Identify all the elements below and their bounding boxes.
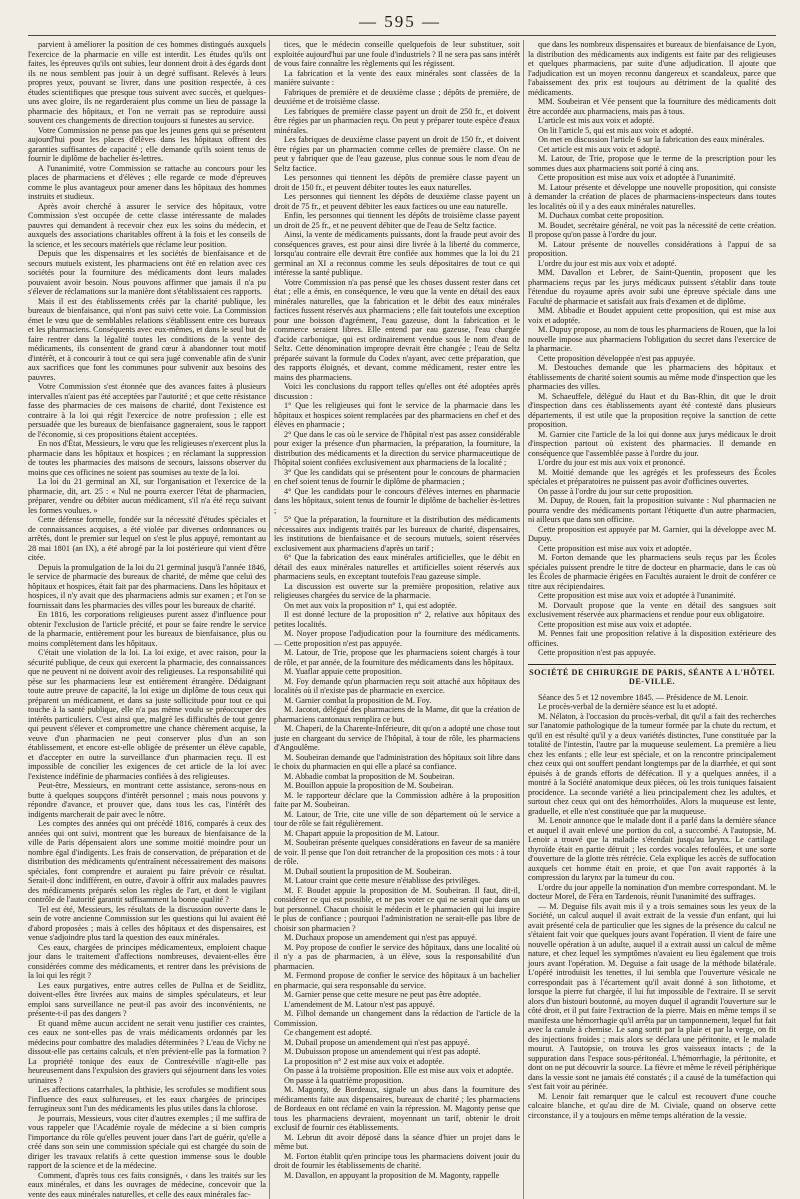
section-title: SOCIÉTÉ DE CHIRURGIE DE PARIS, SÉANTE A L'HÔTEL DE-VILLE. <box>528 668 776 687</box>
paragraph: La discussion est ouverte sur la première proposition, relative aux religieuses chargées du service de la pharmacie. <box>274 582 520 601</box>
paragraph: M. Davallon, en appuyant la proposition de M. Magonty, rappelle <box>274 1171 520 1181</box>
paragraph: MM. Soubeiran et Vée pensent que la fourniture des médicaments doit être accordée aux pharmaciens, mais pas à tous. <box>528 97 776 116</box>
paragraph: M. Duchaux propose un amendement qui n'est pas appuyé. <box>274 933 520 943</box>
paragraph: L'article est mis aux voix et adopté. <box>528 116 776 126</box>
paragraph: On passe à la quatrième proposition. <box>274 1076 520 1086</box>
paragraph: — M. Deguise fils avait mis il y a trois semaines sous les yeux de la Société, un calcul auquel il avait extrait de la vessie d'un enfant, qui lui avait présenté cela de particulier que les signes de la présence du calcul ne s'étaient fait voir que quelques jours avant l'opération. Il vient de faire une nouvelle opération à un adulte, auquel il a extrait aussi un calcul de même nature, et chez lequel les symptômes n'avaient eu lieu également que trois jours avant l'opération. M. Deguise a fait usage de la méthode bilatérale. L'opéré introduisit les tenettes, il lui sembla que l'ouverture vésicale ne correspondait pas à l'écartement qu'il avait donné à son lithotome, et lorsque la pierre fut chargée, il lui fut impossible de l'extraire. Il se servit alors d'un bistouri boutonné, au moyen duquel il agrandit l'ouverture sur le côté droit, et il put faire l'extraction de la pierre. Mais en même temps il se manifesta une hémorrhagie qu'il arrêta par un tamponnement, lequel fut fait avec la canule à chemise. Le sang sortit par la plaie et par la verge, on fit des injections froides ; mais alors se déclara une péritonite, et le malade mourut. A l'autopsie, on trouva les gros vaisseaux intacts ; de la suppuration dans l'espace sous-péritonéal. L'hémorrhagie, la péritonite, et dont on ne put découvrir la source. La fièvre et même le réveil périphérique dans la vessie sont ne jamais été constatés ; il a causé de la tuméfaction qui s'est fait voir au périnée. <box>528 902 776 1092</box>
paragraph: Je pourrais, Messieurs, vous citer d'autres exemples ; il me suffira de vous rappeler que l'Académie royale de médecine a si bien compris l'importance du rôle qu'elles peuvent jouer dans l'art de guérir, qu'elle a créé dans son sein une commission spéciale qui est chargée du soin de diriger les travaux relatifs à cette question immense sous le double rapport de la science et de la médecine. <box>28 1114 266 1171</box>
paragraph: M. Filhol demande un changement dans la rédaction de l'article de la Commission. <box>274 1009 520 1028</box>
paragraph: L'ordre du jour est mis aux voix et prononcé. <box>528 458 776 468</box>
paragraph: 1° Que les religieuses qui font le service de la pharmacie dans les hôpitaux et hospices soient remplacées par des pharmaciens en chef et des élèves en pharmacie ; <box>274 401 520 430</box>
paragraph: M. Latour, de Trie, propose que les pharmaciens soient chargés à tour de rôle, et par année, de la fourniture des médicaments dans les hôpitaux. <box>274 648 520 667</box>
paragraph: M. Moitié demande que les agrégés et les professeurs des Écoles spéciales et préparatoires ne puissent pas avoir d'officines ouvertes. <box>528 468 776 487</box>
paragraph: que dans les nombreux dispensaires et bureaux de bienfaisance de Lyon, la distribution des médicaments aux indigents est faite par des religieuses et quelques pharmaciens, par suite d'une adjudication. Il ajoute que l'adjudication est un moyen reconnu dangereux et scandaleux, parce que l'abaissement des prix est toujours au détriment de la qualité des médicaments. <box>528 40 776 97</box>
paragraph: Enfin, les personnes qui tiennent les dépôts de troisième classe payent un droit de 25 fr., et ne peuvent débiter que de l'eau de Seltz factice. <box>274 211 520 230</box>
paragraph: M. Lenoir fait remarquer que le calcul est recouvert d'une couche calcaire blanche, et qu'au dire de M. Civiale, quand on observe cette circonstance, il y a toujours en même temps altération de la vessie. <box>528 1092 776 1121</box>
column-1 <box>28 40 266 1199</box>
paragraph: Votre Commission n'a pas pensé que les choses dussent rester dans cet état ; elle a émis, en conséquence, le vœu que la vente en détail des eaux minérales naturelles, que la fabrication et le débit des eaux minérales factices fussent réservés aux pharmaciens ; elle fait toutefois une exception pour une boisson d'agrément, l'eau gazeuse, dont la fabrication et le commerce seraient libres. Elle entend par eau gazeuse, l'eau chargée d'acide carbonique, qui est ordinairement vendue sous le nom d'eau de Seltz. Cette dénomination impropre devrait être changée ; l'eau de Seltz préparée suivant la formule du Codex n'ayant, avec cette préparation, que des rapports éloignés, et devant, comme médicament, rester entre les mains des pharmaciens. <box>274 278 520 383</box>
paragraph: M. Latour présente et développe une nouvelle proposition, qui consiste à demander la création de places de pharmaciens-inspecteurs dans toutes les localités où il y a des eaux minérales naturelles. <box>528 183 776 212</box>
paragraph: M. Magonty, de Bordeaux, signale un abus dans la fourniture des médicaments faite aux dispensaires, bureaux de charité ; les pharmaciens de Bordeaux en ont réclamé en vain la répression. M. Magonty pense que tous les pharmaciens devraient, moyennant un tarif, obtenir le droit exclusif de fournir ces établissements. <box>274 1085 520 1133</box>
paragraph: On passe à la troisième proposition. Elle est mise aux voix et adoptée. <box>274 1066 520 1076</box>
paragraph: Il est donné lecture de la proposition n° 2, relative aux hôpitaux des petites localités. <box>274 610 520 629</box>
paragraph: tices, que le médecin conseille quelquefois de leur substituer, soit exploitée aujourd'hui par une foule d'industriels ? Il ne sera pas sans intérêt de vous faire connaître les règlements qui les régissent. <box>274 40 520 69</box>
paragraph: M. Forton demande que les pharmaciens seuls reçus par les Écoles spéciales puissent prendre le titre de docteur en pharmacie, dans le cas où les Écoles de pharmacie érigées en Facultés auraient le droit de conférer ce titre aux récipiendaires. <box>528 553 776 591</box>
paragraph: M. Yuaflar appuie cette proposition. <box>274 667 520 677</box>
paragraph: La loi du 21 germinal an XI, sur l'organisation et l'exercice de la pharmacie, dit, art. 25 : « Nul ne pourra exercer l'état de pharmacien, préparer, vendre ou débiter aucun médicament, s'il n'a été reçu suivant les formes voulues. » <box>28 477 266 515</box>
paragraph: Voici les conclusions du rapport telles qu'elles ont été adoptées après discussion : <box>274 382 520 401</box>
paragraph: parvient à améliorer la position de ces hommes distingués auxquels l'exercice de la pharmacie en ville est interdit. Les études qu'ils ont faites, les épreuves qu'ils ont subies, leur donnent droit à des égards dont ils ne nous semblent pas jouir à un degré suffisant. Relevés à leurs propres yeux, pouvant se livrer, dans une position respectée, à ces études scientifiques que presque tous suivent avec succès, et quelques-uns avec gloire, ils ne regarderaient plus comme un lieu de passage la pharmacie des hôpitaux, et l'on ne verrait pas se reproduire aussi souvent ces changements de direction toujours si funestes au service. <box>28 40 266 126</box>
paragraph: MM. Davallon et Lebrer, de Saint-Quentin, proposent que les pharmaciens reçus par les jurys médicaux puissent s'établir dans toute l'étendue du royaume après avoir subi une épreuve spéciale dans une Faculté de pharmacie et satisfait aux frais d'examen et de diplôme. <box>528 268 776 306</box>
paragraph: 3° Que les candidats qui se présentent pour le concours de pharmacien en chef soient tenus de fournir le diplôme de pharmacien ; <box>274 468 520 487</box>
paragraph: Ce changement est adopté. <box>274 1028 520 1038</box>
paragraph: M. Latour présente de nouvelles considérations à l'appui de sa proposition. <box>528 240 776 259</box>
paragraph: Depuis la promulgation de la loi du 21 germinal jusqu'à l'année 1846, le service de pharmacie des bureaux de charité, de même que celui des hôpitaux et hospices, était fait par des pharmaciens. Dans les hôpitaux et hospices, il n'y avait que des pharmaciens admis sur examen ; et l'on se fournissait dans les pharmacies des villes pour les bureaux de charité. <box>28 563 266 611</box>
paragraph: Ces eaux, chargées de principes médicamenteux, emploient chaque jour dans le traitement d'affections nombreuses, devaient-elles être considérées comme des médicaments, et rentrer dans les prévisions de la loi qui les régit ? <box>28 943 266 981</box>
paragraph: C'était une violation de la loi. La loi exige, et avec raison, pour la sécurité publique, de ceux qui exercent la pharmacie, des connaissances que ne peuvent ni ne doivent avoir des religieuses. La responsabilité qui pèse sur les pharmaciens leur est entièrement étrangère. Dédaignant toute autre preuve de capacité, la loi exige un diplôme de tous ceux qui préparent un médicament, et dans sa juste sollicitude pour tout ce qui touche à la santé publique, elle n'a pas même voulu se préoccuper des intérêts particuliers. C'est ainsi que, malgré les difficultés de tout genre qui peuvent s'élever et compromettre une chance chèrement acquise, la veuve d'un pharmacien ne peut conserver plus d'un an son établissement, et encore est-elle obligée de présenter un élève capable, et d'accepter en outre la surveillance d'un pharmacien reçu. Il est impossible de concilier les exigences de cet article de la loi avec l'existence indéfinie de pharmacies confiées à des religieuses. <box>28 648 266 781</box>
text-columns <box>28 40 776 1162</box>
paragraph: La fabrication et la vente des eaux minérales sont classées de la manière suivante : <box>274 69 520 88</box>
paragraph: M. Pennes fait une proposition relative à la disposition extérieure des officines. <box>528 629 776 648</box>
paragraph: M. Abbadie combat la proposition de M. Soubeiran. <box>274 772 520 782</box>
paragraph: M. Dupuy propose, au nom de tous les pharmaciens de Rouen, que la loi nouvelle impose aux pharmaciens l'obligation du secret dans l'exercice de la pharmacie. <box>528 325 776 354</box>
paragraph: M. Destouches demande que les pharmaciens des hôpitaux et établissements de charité soient soumis au même mode d'inspection que les pharmacies des villes. <box>528 363 776 392</box>
paragraph: M. Noyer propose l'adjudication pour la fourniture des médicaments. — Cette proposition n'est pas appuyée. <box>274 629 520 648</box>
paragraph: Peut-être, Messieurs, en montrant cette assistance, serons-nous en butte à quelques soupçons d'intérêt personnel ; mais nous pouvons y répondre d'avance, et prouver que, dans tous les cas, l'intérêt des indigents marcherait de pair avec le nôtre. <box>28 781 266 819</box>
column-3 <box>528 40 776 1199</box>
paragraph: M. Garnier cite l'article de la loi qui donne aux jurys médicaux le droit d'inspection partout où existent des pharmacies. Il demande en conséquence que l'assemblée passe à l'ordre du jour. <box>528 430 776 459</box>
paragraph: M. Dubail soutient la proposition de M. Soubeiran. <box>274 867 520 877</box>
paragraph: Les personnes qui tiennent les dépôts de première classe payent un droit de 150 fr., et peuvent débiter toutes les eaux naturelles. <box>274 173 520 192</box>
paragraph: Cette proposition est mise aux voix et adoptée. <box>528 544 776 554</box>
paragraph: Les personnes qui tiennent les dépôts de deuxième classe payent un droit de 75 fr., et peuvent débiter les eaux factices ou une eau naturelle. <box>274 192 520 211</box>
paragraph: MM. Abbadie et Boudet appuient cette proposition, qui est mise aux voix et adoptée. <box>528 306 776 325</box>
paragraph: Séance des 5 et 12 novembre 1845. — Présidence de M. Lenoir. <box>528 693 776 703</box>
paragraph: Cette proposition n'est pas appuyée. <box>528 648 776 658</box>
paragraph: M. Garnier pense que cette mesure ne peut pas être adoptée. <box>274 990 520 1000</box>
paragraph: On met aux voix la proposition n° 1, qui est adoptée. <box>274 601 520 611</box>
paragraph: Mais il est des établissements créés par la charité publique, les bureaux de bienfaisance, qui n'ont pas suivi cette voie. La Commission émet le vœu que de semblables relations s'établissent entre ces bureaux et les pharmaciens. Conséquents avec eux-mêmes, et dans le seul but de faire rentrer dans la légalité toutes les conditions de la vente des médicaments, ils consentent de grand cœur à abandonner tout motif d'intérêt, et à concourir à tout ce qui sera jugé convenable afin de s'unir aux sacrifices que font les communes pour subvenir aux besoins des pauvres. <box>28 297 266 383</box>
paragraph: Cette défense formelle, fondée sur la nécessité d'études spéciales et de connaissances acquises, a été violée par diverses ordonnances ou arrêtés, dont le premier sur lequel on s'est le plus appuyé, remontant au 28 mai 1801 (an IX), a été abrogé par la loi postérieure qui vient d'être citée. <box>28 515 266 563</box>
paragraph: Ainsi, la vente de médicaments puissants, dont la fraude peut avoir des conséquences graves, est pour ainsi dire livrée à la liberté du commerce, lorsqu'au contraire elle devrait être confiée aux hommes que la loi du 21 germinal an XI a reconnus comme les seuls dépositaires de tout ce qui intéresse la santé publique. <box>274 230 520 278</box>
paragraph: M. Forton établit qu'en principe tous les pharmaciens doivent jouir du droit de fournir les établissements de charité. <box>274 1152 520 1171</box>
paragraph: En 1816, les corporations religieuses purent assez d'influence pour obtenir l'exclusion de l'article précité, et pour se faire rendre le service de la pharmacie, entièrement pour les bureaux de bienfaisance, plus ou moins complètement dans les hôpitaux. <box>28 610 266 648</box>
paragraph: L'amendement de M. Latour n'est pas appuyé. <box>274 1000 520 1010</box>
paragraph: On lit l'article 5, qui est mis aux voix et adopté. <box>528 126 776 136</box>
paragraph: M. Fermond propose de confier le service des hôpitaux à un bachelier en pharmacie, qui sera responsable du service. <box>274 971 520 990</box>
paragraph: Fabriques de première et de deuxième classe ; dépôts de première, de deuxième et de troisième classe. <box>274 88 520 107</box>
column-3-lower <box>528 693 776 1121</box>
paragraph: L'ordre du jour appelle la nomination d'un membre correspondant. M. le docteur Morel, de Féra en Tardenois, réunit l'unanimité des suffrages. <box>528 883 776 902</box>
top-rule <box>28 35 776 36</box>
paragraph: M. Lebrun dit avoir déposé dans la séance d'hier un projet dans le même but. <box>274 1133 520 1152</box>
paragraph: M. Dubail propose un amendement qui n'est pas appuyé. <box>274 1038 520 1048</box>
paragraph: M. le rapporteur déclare que la Commission adhère à la proposition faite par M. Soubeiran. <box>274 791 520 810</box>
paragraph: M. F. Boudet appuie la proposition de M. Soubeiran. Il faut, dit-il, considérer ce qui est possible, et ne pas voter ce qui ne serait que dans un but personnel. Chacun choisit le médecin et le pharmacien qui lui inspire le plus de confiance ; pourquoi l'administration ne serait-elle pas libre de choisir son pharmacien ? <box>274 886 520 934</box>
paragraph: Votre Commission s'est étonnée que des avances faites à plusieurs intervalles n'aient pas été acceptées par l'autorité ; et que cette résistance fasse des pharmacies de ces maisons de charité, dont l'existence est contraire à la loi qui régit l'exercice de notre profession ; elle est persuadée que les bureaux de bienfaisance gagneraient, sous le rapport de l'économie, si ces propositions étaient acceptées. <box>28 382 266 439</box>
paragraph: M. Dorvault propose que la vente en détail des sangsues soit exclusivement réservée aux pharmaciens et rendue pour eux obligatoire. <box>528 601 776 620</box>
paragraph: M. Soubeiran présente quelques considérations en faveur de sa manière de voir. Il pense que l'on doit retrancher de la proposition ces mots : à tour de rôle. <box>274 838 520 867</box>
section-rule <box>528 664 776 665</box>
paragraph: Après avoir cherché à assurer le service des hôpitaux, votre Commission s'est occupée de cette classe intéressante de malades pauvres qui demandent à recevoir chez eux les soins du médecin, et auxquels des associations charitables offrent à la fois et les conseils de la science, et les secours matériels que réclame leur position. <box>28 202 266 250</box>
paragraph: Comment, d'après tous ces faits consignés, ‹ dans les traités sur les eaux minérales, et dans les ouvrages de médecine, concevoir que la vente des eaux minérales naturelles, et celle des eaux minérales fac- <box>28 1171 266 1199</box>
paragraph: Cette proposition est mise aux voix et adoptée. <box>528 620 776 630</box>
paragraph: M. Poy propose de confier le service des hôpitaux, dans une localité où il n'y a pas de pharmacien, à un élève, sous la responsabilité d'un pharmacien. <box>274 943 520 972</box>
paragraph: Les fabriques de première classe payent un droit de 250 fr., et doivent être régies par un pharmacien reçu. On peut y préparer toute espèce d'eaux minérales. <box>274 107 520 136</box>
paragraph: M. Chaperi, de la Charente-Inférieure, dit qu'on a adopté une chose tout juste en chargeant du service de l'hôpital, à tour de rôle, les pharmaciens d'Angoulême. <box>274 724 520 753</box>
paragraph: Cette proposition est appuyée par M. Garnier, qui la développe avec M. Dupuy. <box>528 525 776 544</box>
paragraph: 5° Que la préparation, la fourniture et la distribution des médicaments nécessaires aux indigents traités par les bureaux de charité, dispensaires, les institutions de bienfaisance et de secours mutuels, soient réservées exclusivement aux pharmaciens d'après un tarif ; <box>274 515 520 553</box>
paragraph: Les fabriques de deuxième classe payent un droit de 150 fr., et doivent être régies par un pharmacien comme celles de première classe. On ne peut y fabriquer que de l'eau gazeuse, plus connue sous le nom d'eau de Seltz factice. <box>274 135 520 173</box>
column-2 <box>274 40 520 1199</box>
paragraph: En nos d'État, Messieurs, le vœu que les religieuses n'exercent plus la pharmacie dans les hôpitaux et hospices ; en réclamant la suppression de toutes les pharmacies des maisons de secours, laissons observer du moins que ces officines ne soient pas soumises au texte de la loi. <box>28 439 266 477</box>
paragraph: Et quand même aucun accident ne serait venu justifier ces craintes, ces eaux ne sont-elles pas de vrais médicaments ordonnés par les médecins pour combattre des maladies déterminées ? L'eau de Vichy ne dissout-elle pas certains calculs, et n'en prévient-elle pas la formation ? La propriété tonique des eaux de Contrexéville n'agit-elle pas heureusement dans l'expulsion des graviers qui séjournent dans les voies urinaires ? <box>28 1019 266 1086</box>
paragraph: 2° Que dans le cas où le service de l'hôpital n'est pas assez considérable pour exiger la présence d'un pharmacien, la préparation, la fourniture, la distribution des médicaments et la direction du service pharmaceutique de l'hôpital soient confiées exclusivement aux pharmaciens de la localité ; <box>274 430 520 468</box>
paragraph: Depuis que les dispensaires et les sociétés de bienfaisance et de secours mutuels existent, les pharmaciens ont été en relation avec ces sociétés pour la fourniture des médicaments dont leurs malades pouvaient avoir besoin. Nous pouvons affirmer que jamais il n'a pu s'élever de réclamations sur la manière dont s'établissaient ces rapports. <box>28 249 266 297</box>
paragraph: Tel est été, Messieurs, les résultats de la discussion ouverte dans le sein de votre ancienne Commission sur les questions qui lui avaient été d'abord proposées ; mais à celles des hôpitaux et des dispensaires, est venue s'adjoindre plus tard la question des eaux minérales. <box>28 905 266 943</box>
paragraph: M. Garnier combat la proposition de M. Foy. <box>274 696 520 706</box>
paragraph: M. Latour craint que cette mesure n'établisse des privilèges. <box>274 876 520 886</box>
paragraph: 6° Que la fabrication des eaux minérales artificielles, que le débit en détail des eaux minérales naturelles et artificielles soient réservés aux pharmaciens seuls, en exceptant toutefois l'eau gazeuse simple. <box>274 553 520 582</box>
paragraph: Cet article est mis aux voix et adopté. <box>528 145 776 155</box>
paragraph: M. Latour, de Trie, cite une ville de son département où le service a tour de rôle se fait régulièrement. <box>274 810 520 829</box>
paragraph: M. Jacotot, délégué des pharmaciens de la Marne, dit que la création de pharmaciens cantonaux remplira ce but. <box>274 705 520 724</box>
paragraph: L'ordre du jour est mis aux voix et adopté. <box>528 259 776 269</box>
paragraph: Cette proposition développée n'est pas appuyée. <box>528 354 776 364</box>
paragraph: M. Soubeiran demande que l'administration des hôpitaux soit libre dans le choix du pharmacien en qui elle a placé sa confiance. <box>274 753 520 772</box>
paragraph: M. Bouillon appuie la proposition de M. Soubeiran. <box>274 781 520 791</box>
paragraph: M. Schaeuffele, délégué du Haut et du Bas-Rhin, dit que le droit d'inspection dans ces établissements ayant été contesté dans plusieurs départements, il est utile que la proposition reçoive la sanction de cette proposition. <box>528 392 776 430</box>
column-3-upper <box>528 40 776 658</box>
paragraph: M. Lenoir annonce que le malade dont il a parlé dans la dernière séance et auquel il avait enlevé une portion du col, a succombé. A l'autopsie, M. Lenoir a trouvé que la maladie s'étendait jusqu'au larynx. Le cartilage thyroïde était en partie détruit ; les cordes vocales refoulées, et une sorte d'ouverture de la glotte très rétrécie. Cela explique les accès de suffocation auxquels cet homme était en proie, et que l'on avait rapportés à la compression du larynx par la tumeur du cou. <box>528 816 776 883</box>
paragraph: M. Boudet, secrétaire général, ne voit pas la nécessité de cette création. Il propose qu'on passe à l'ordre du jour. <box>528 221 776 240</box>
paragraph: Les comptes des années qui ont précédé 1816, comparés à ceux des années qui ont suivi, montrent que les bureaux de bienfaisance de la ville de Paris dépensaient alors une somme moitié moindre pour un nombre égal d'indigents. Les frais de conservation, de préparation et de distribution des médicaments qu'entraînent nécessairement des maisons spéciales, font comprendre et auraient pu faire prévoir ce résultat. Serait-il donc indifférent, en outre, d'avoir à offrir aux malades pauvres des médicaments préparés selon les règles de l'art, et dont le vigilant contrôle de l'autorité garantit suffisamment la bonne qualité ? <box>28 819 266 905</box>
page-number: — 595 — <box>0 12 800 32</box>
paragraph: Les affections catarrhales, la phthisie, les scrofules se modifient sous l'influence des eaux sulfureuses, et les eaux chargées de principes ferrugineux sont l'un des médicaments les plus utiles dans la chlorose. <box>28 1085 266 1114</box>
paragraph: M. Dubuisson propose un amendement qui n'est pas adopté. <box>274 1047 520 1057</box>
paragraph: Cette proposition est mise aux voix et adoptée à l'unanimité. <box>528 173 776 183</box>
paragraph: On met en discussion l'article 6 sur la fabrication des eaux minérales. <box>528 135 776 145</box>
paragraph: M. Latour, de Trie, propose que le terme de la prescription pour les sommes dues aux pharmaciens soit porté à cinq ans. <box>528 154 776 173</box>
paragraph: La proposition n° 2 est mise aux voix et adoptée. <box>274 1057 520 1067</box>
paragraph: Les eaux purgatives, entre autres celles de Pullna et de Seidlitz, doivent-elles être livrées aux mains de simples spéculateurs, et leur emploi sans surveillance ne peut-il pas avoir des inconvénients, ne présente-t-il pas des dangers ? <box>28 981 266 1019</box>
paragraph: M. Chapart appuie la proposition de M. Latour. <box>274 829 520 839</box>
paragraph: A l'unanimité, votre Commission se rattache au concours pour les places de pharmaciens et d'élèves ; elle regarde ce mode d'épreuves comme le plus avantageux pour amener dans les hôpitaux des hommes instruits et studieux. <box>28 164 266 202</box>
paragraph: Cette proposition est mise aux voix et adoptée à l'unanimité. <box>528 591 776 601</box>
paragraph: 4° Que les candidats pour le concours d'élèves internes en pharmacie dans les hôpitaux, soient tenus de fournir le diplôme de bachelier ès-lettres ; <box>274 487 520 516</box>
paragraph: M. Duchaux combat cette proposition. <box>528 211 776 221</box>
paragraph: M. Foy demande qu'un pharmacien reçu soit attaché aux hôpitaux des localités où il n'existe pas de pharmacie en exercice. <box>274 677 520 696</box>
paragraph: M. Dupuy, de Rouen, fait la proposition suivante : Nul pharmacien ne pourra vendre des médicaments portant l'étiquette d'un autre pharmacien, ni ailleurs que dans son officine. <box>528 496 776 525</box>
paragraph: Le procès-verbal de la dernière séance est lu et adopté. <box>528 702 776 712</box>
paragraph: Votre Commission ne pense pas que les jeunes gens qui se présentent aujourd'hui pour les places d'élèves dans les hôpitaux offrent des garanties suffisantes de capacité ; elle demande qu'ils soient tenus de fournir le diplôme de bachelier ès-lettres. <box>28 126 266 164</box>
paragraph: M. Nélaton, à l'occasion du procès-verbal, dit qu'il a fait des recherches sur l'anatomie pathologique de la tumeur formée par la chute du rectum, et qu'il en est résulté qu'il y a deux variétés distinctes, l'une constituée par la totalité de l'intestin, l'autre par la muqueuse seulement. La première a lieu chez les enfants ; elle leur est spéciale, et on la rencontre principalement chez ceux qui ont souffert pendant longtemps par de la diarrhée, et qui sont épuisés à de grands efforts de défécation. Il y a quelques années, il a montré à la Société anatomique deux pièces, où les trois tuniques faisaient procidence. La seconde variété a lieu principalement chez les adultes, et surtout chez ceux qui ont des hémorrhoïdes. Alors la muqueuse est lente, graduelle, et elle n'est constituée que par la muqueuse. <box>528 712 776 817</box>
paragraph: On passe à l'ordre du jour sur cette proposition. <box>528 487 776 497</box>
